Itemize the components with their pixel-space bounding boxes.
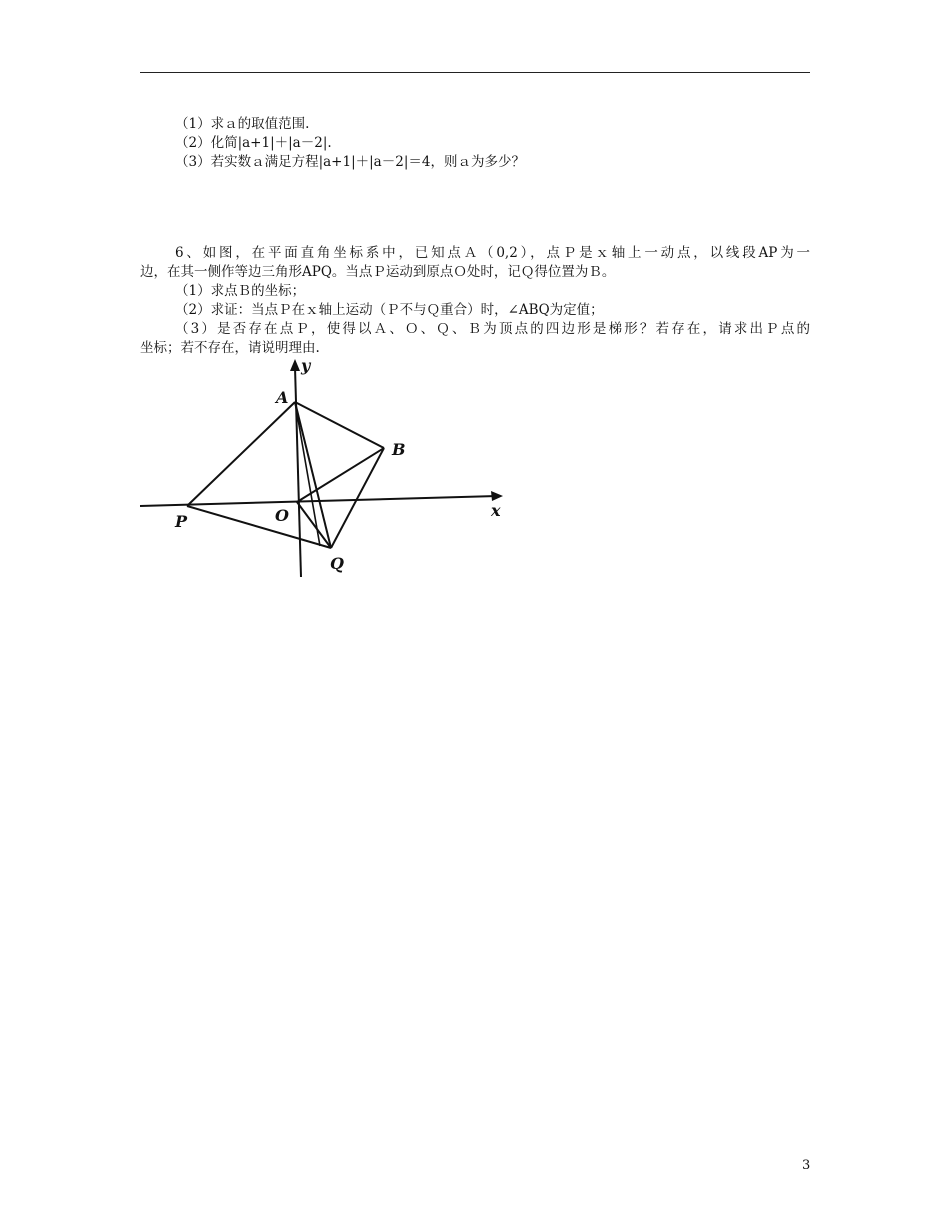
segment-ab	[295, 402, 384, 448]
segment-ap	[187, 402, 295, 506]
segment-pq	[187, 506, 331, 548]
q6-intro-line2: 边，在其一侧作等边三角形APQ。当点Ｐ运动到原点Ｏ处时，记Ｑ得位置为Ｂ。	[140, 264, 616, 280]
q6-part1: （1）求点Ｂ的坐标；	[175, 283, 306, 299]
q6-part3-line2: 坐标；若不存在，请说明理由.	[140, 340, 320, 356]
label-q: Q	[330, 554, 344, 573]
q5-part3: （3）若实数ａ满足方程|a+1|＋|a－2|＝4，则ａ为多少？	[175, 154, 525, 170]
q6-intro-line1: 6、如图，在平面直角坐标系中，已知点Ａ（0,2），点Ｐ是ｘ轴上一动点，以线段AP为一	[175, 245, 810, 261]
label-x: x	[491, 501, 501, 520]
label-y: y	[301, 356, 311, 375]
label-b: B	[392, 440, 406, 459]
figure-svg	[135, 355, 515, 585]
label-p: P	[175, 512, 188, 531]
q5-part1: （1）求ａ的取值范围.	[175, 116, 310, 132]
label-o: O	[275, 506, 289, 525]
q6-part2: （2）求证：当点Ｐ在ｘ轴上运动（Ｐ不与Ｑ重合）时，∠ABQ为定值；	[175, 302, 604, 318]
y-axis-arrow-icon	[290, 359, 300, 371]
segment-bq	[331, 448, 384, 548]
page-number: 3	[802, 1158, 811, 1173]
label-a: A	[276, 388, 289, 407]
header-rule	[140, 72, 810, 73]
q6-part3-line1: （3）是否存在点Ｐ，使得以Ａ、Ｏ、Ｑ、Ｂ为顶点的四边形是梯形？若存在，请求出Ｐ点的	[175, 321, 810, 337]
coordinate-figure	[135, 355, 515, 585]
x-axis-arrow-icon	[491, 491, 503, 501]
segment-ob	[297, 448, 384, 502]
q5-part2: （2）化简|a+1|＋|a－2|.	[175, 135, 332, 151]
y-axis	[295, 367, 301, 577]
